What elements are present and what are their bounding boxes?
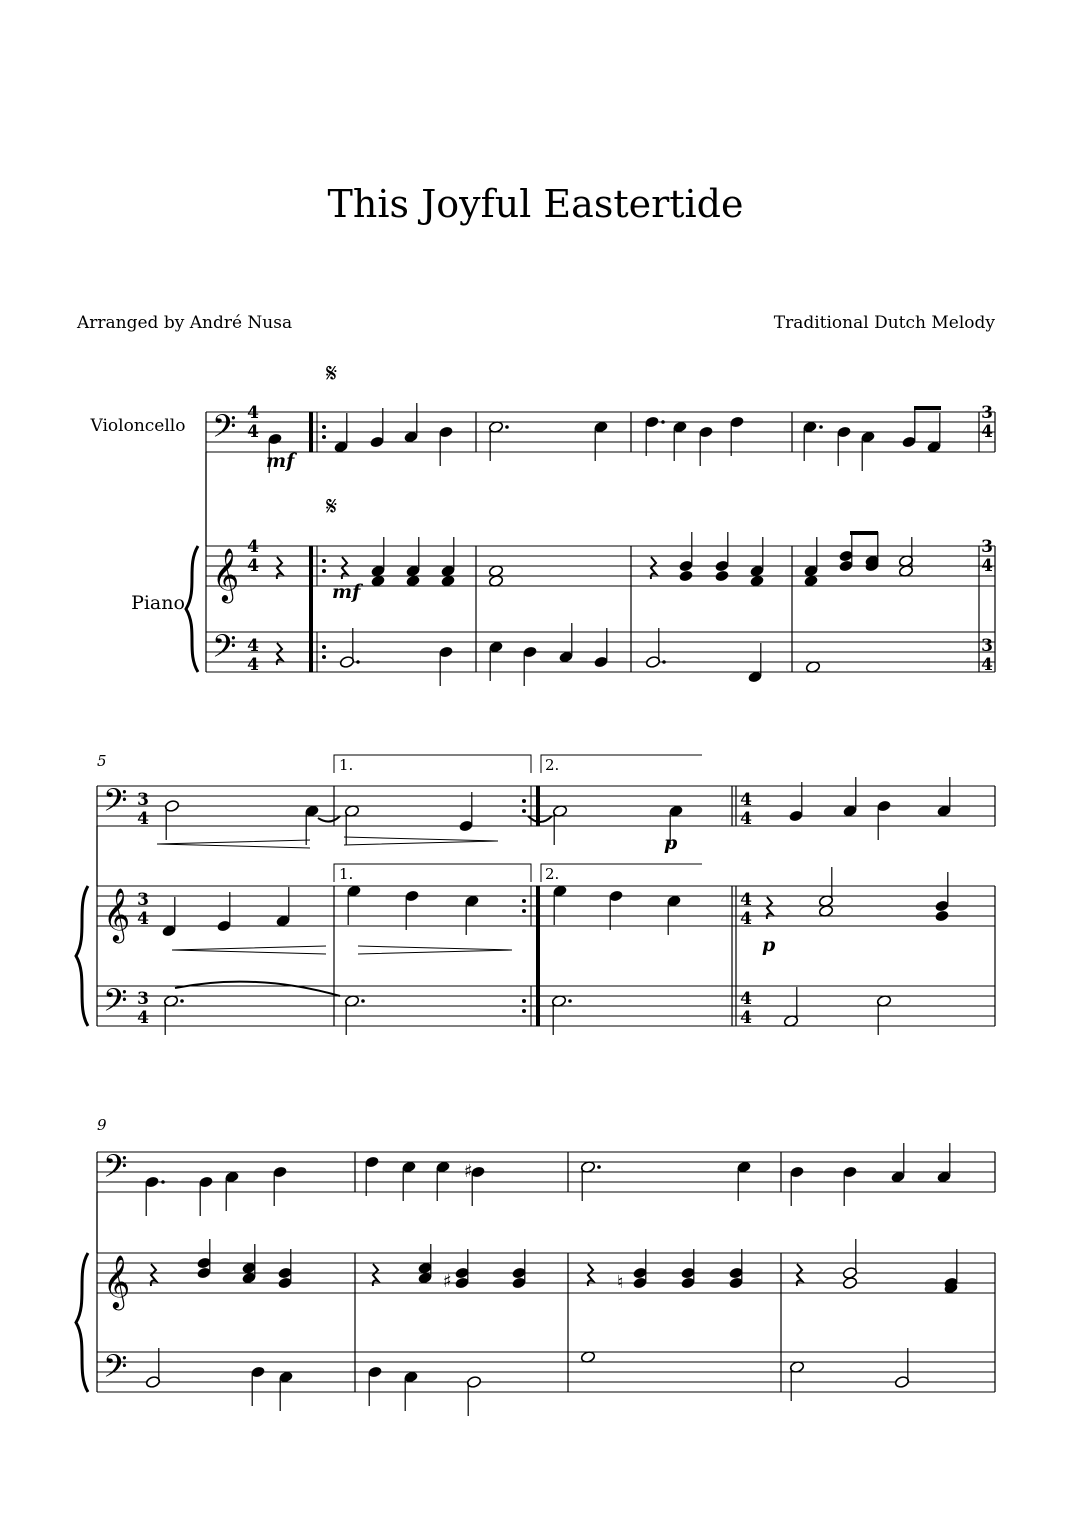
volta-bracket <box>334 755 531 773</box>
dot <box>356 660 360 664</box>
bass-clef-icon: 𝄢 <box>212 628 237 672</box>
ts-cello-den: 4 <box>247 422 259 442</box>
ts-s2-rh-num: 3 <box>137 890 149 910</box>
ts-s2-lh-num: 3 <box>137 989 149 1009</box>
segno-icon: 𝄋 <box>326 359 338 389</box>
sharp-icon: ♯ <box>464 1161 473 1182</box>
piano-instrument-label: Piano <box>131 592 185 614</box>
notehead <box>678 569 693 582</box>
treble-clef-icon: 𝄞 <box>103 887 131 941</box>
dynamic-p-piano: p <box>762 934 776 956</box>
ts-rh-num: 4 <box>247 537 259 557</box>
composer-credit: Traditional Dutch Melody <box>773 313 995 333</box>
dynamic-p-cello: p <box>664 832 678 854</box>
ts-rh-den: 4 <box>247 556 259 576</box>
ts-s2-lh-num2: 4 <box>740 989 752 1009</box>
decrescendo-hairpin <box>344 837 498 845</box>
ts-lh-end-num: 3 <box>981 636 993 656</box>
repeat-dot <box>322 655 326 659</box>
volta-2-cello: 2. <box>545 756 560 774</box>
treble-clef-icon: 𝄞 <box>103 1254 131 1308</box>
measure-number-5: 5 <box>97 752 107 770</box>
dot <box>819 425 823 429</box>
tie <box>318 816 340 822</box>
tie <box>175 982 340 996</box>
bass-clef-icon: 𝄢 <box>212 408 237 452</box>
ts-lh-num: 4 <box>247 636 259 656</box>
repeat-dot <box>322 645 326 649</box>
dot <box>568 999 572 1003</box>
repeat-dot <box>322 435 326 439</box>
ts-s2-cello-den2: 4 <box>740 809 752 829</box>
dynamic-mf-cello: mf <box>266 450 295 472</box>
repeat-dot <box>522 899 526 903</box>
volta-bracket <box>541 755 702 773</box>
volta-1-cello: 1. <box>339 756 354 774</box>
ts-rh-end-num: 3 <box>981 537 993 557</box>
repeat-dot <box>522 799 526 803</box>
ts-s2-rh-den2: 4 <box>740 909 752 929</box>
dot <box>361 999 365 1003</box>
volta-2-piano: 2. <box>545 865 560 883</box>
beam <box>850 531 878 535</box>
beam <box>914 406 941 410</box>
repeat-dot <box>322 425 326 429</box>
sharp-icon: ♯ <box>443 1271 452 1292</box>
dot <box>180 999 184 1003</box>
repeat-dot <box>322 569 326 573</box>
bass-clef-icon: 𝄢 <box>103 982 128 1026</box>
dot <box>505 425 509 429</box>
music-systems <box>76 359 995 1416</box>
treble-clef-icon: 𝄞 <box>212 547 240 601</box>
repeat-dot <box>522 999 526 1003</box>
piano-brace <box>76 1253 88 1392</box>
ts-s2-cello-num2: 4 <box>740 790 752 810</box>
repeat-dot <box>522 1009 526 1013</box>
dot <box>661 420 665 424</box>
repeat-dot <box>322 559 326 563</box>
ts-cello-end-num: 3 <box>981 403 993 423</box>
ts-s2-lh-den: 4 <box>137 1008 149 1028</box>
dot <box>161 1180 165 1184</box>
decrescendo-hairpin <box>358 946 512 954</box>
segno-icon: 𝄋 <box>326 492 338 522</box>
ts-s2-rh-num2: 4 <box>740 890 752 910</box>
natural-icon: ♮ <box>617 1272 624 1293</box>
measure-number-9: 9 <box>97 1116 107 1134</box>
ts-s2-rh-den: 4 <box>137 909 149 929</box>
ts-s2-cello-num: 3 <box>137 790 149 810</box>
volta-bracket <box>541 864 702 882</box>
arranger-credit: Arranged by André Nusa <box>77 313 293 333</box>
volta-1-piano: 1. <box>339 865 354 883</box>
ts-cello-end-den: 4 <box>981 422 993 442</box>
repeat-dot <box>522 909 526 913</box>
bass-clef-icon: 𝄢 <box>103 782 128 826</box>
crescendo-hairpin <box>172 946 326 954</box>
notehead <box>714 569 729 582</box>
cello-instrument-label: Violoncello <box>90 416 186 436</box>
dot <box>597 1165 601 1169</box>
volta-bracket <box>334 864 531 882</box>
ts-s2-lh-den2: 4 <box>740 1008 752 1028</box>
notehead <box>934 909 949 922</box>
dynamic-mf-piano: mf <box>332 581 361 603</box>
piano-brace <box>186 546 198 672</box>
piano-brace <box>76 886 88 1026</box>
ts-s2-cello-den: 4 <box>137 809 149 829</box>
ts-lh-den: 4 <box>247 655 259 675</box>
bass-clef-icon: 𝄢 <box>103 1148 128 1192</box>
repeat-dot <box>522 809 526 813</box>
dot <box>662 660 666 664</box>
crescendo-hairpin <box>157 840 310 848</box>
ts-rh-end-den: 4 <box>981 556 993 576</box>
score-title: This Joyful Eastertide <box>327 182 744 226</box>
ts-lh-end-den: 4 <box>981 655 993 675</box>
ts-cello-num: 4 <box>247 403 259 423</box>
bass-clef-icon: 𝄢 <box>103 1348 128 1392</box>
